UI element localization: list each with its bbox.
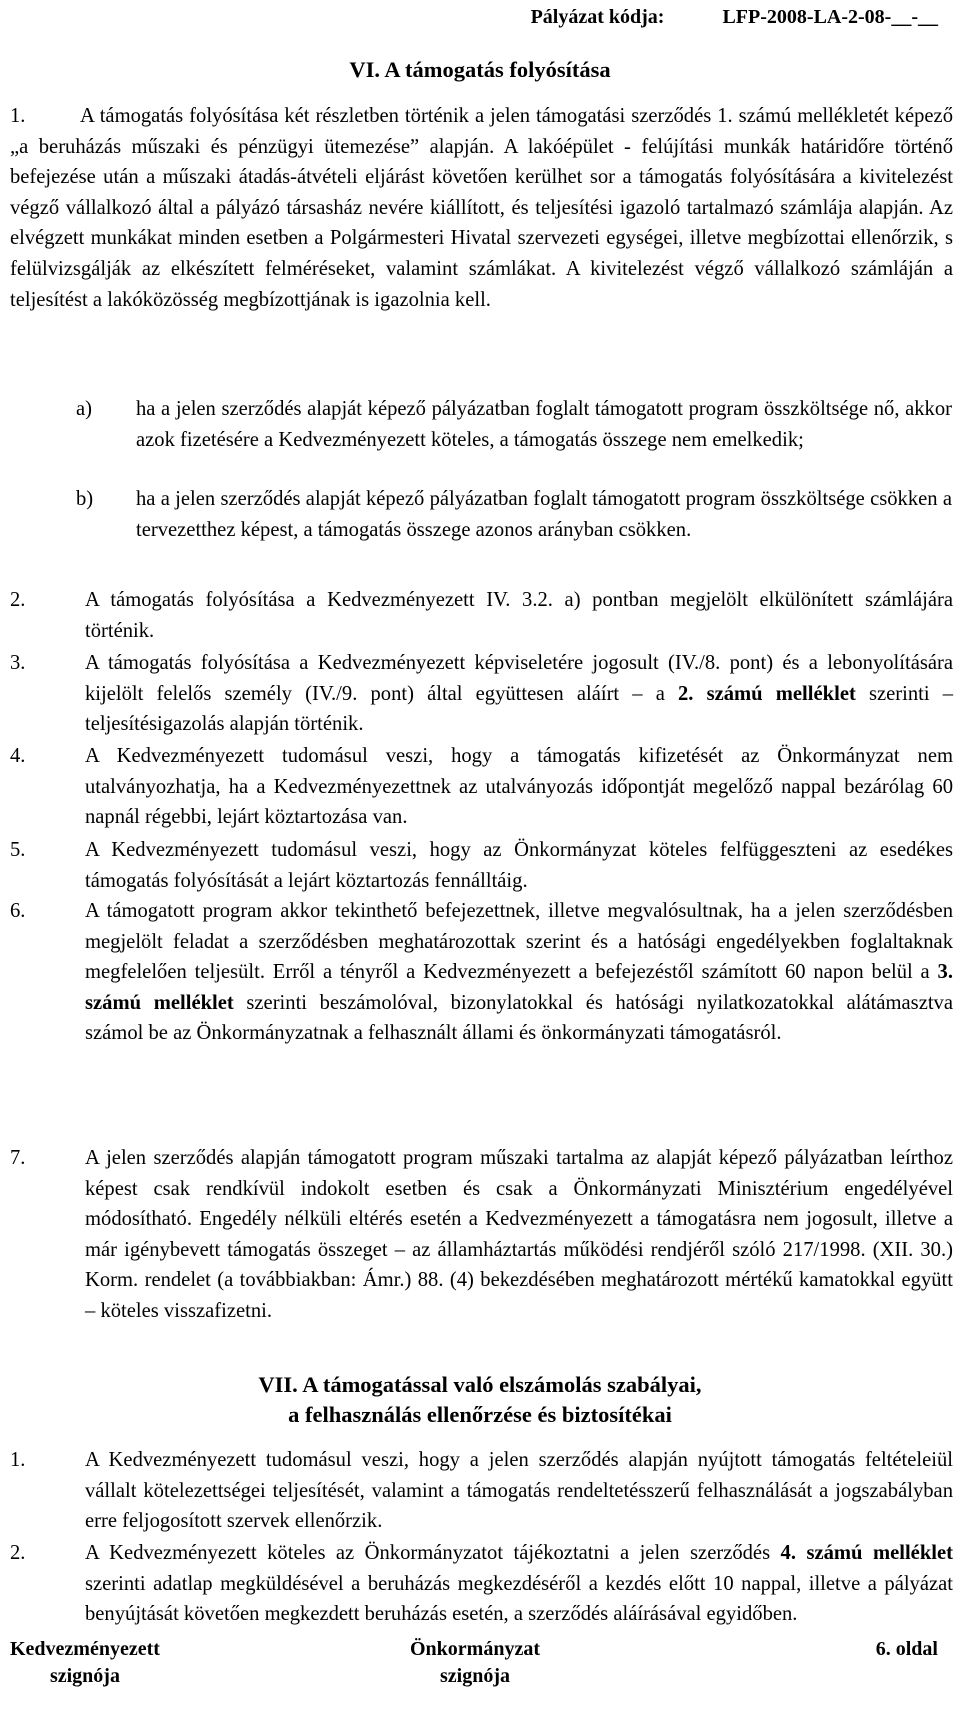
tender-code-label: Pályázat kódja: bbox=[530, 6, 665, 28]
section-vi-title: VI. A támogatás folyósítása bbox=[349, 57, 611, 82]
vii-item-2 bbox=[10, 1538, 953, 1630]
item-text: A támogatás folyósítása a Kedvezményezett IV. 3.2. a) pontban megjelölt elkülönített számlájára történik. bbox=[85, 589, 953, 642]
item-number: 1. bbox=[10, 105, 26, 127]
vi-item-6 bbox=[10, 896, 953, 1049]
item-text: A Kedvezményezett tudomásul veszi, hogy a jelen szerződés alapján nyújtott támogatás feltételeiül vállalt kötelezettségei teljesítését, valamint a támogatás rendeltetésszerű felhasználását a jogszabályban erre feljogosított szervek ellenőrzik. bbox=[85, 1449, 953, 1533]
vi-item-5 bbox=[10, 835, 953, 896]
annex-reference: 4. számú melléklet bbox=[780, 1542, 953, 1564]
item-text bbox=[85, 648, 953, 740]
vi-item-3 bbox=[10, 648, 953, 740]
item-text-part: szerinti – teljesítésigazolás alapján történik. bbox=[85, 682, 954, 736]
vi-sub-a bbox=[76, 394, 952, 455]
item-text-part: A támogatott program akkor tekinthető befejezettnek, illetve megvalósultnak, ha a jelen szerződésben megjelölt feladat a szerződésben meghatározottak szerint és a hatósági engedélyekben foglaltaknak megfelelően teljesült. Erről a tényről a Kedvezményezett a befejezéstől számított 60 napon belül a bbox=[85, 900, 953, 984]
item-number: 7. bbox=[10, 1147, 26, 1169]
vi-item-1 bbox=[10, 101, 953, 315]
vi-sub-b bbox=[76, 484, 952, 545]
item-text: A Kedvezményezett tudomásul veszi, hogy az Önkormányzat köteles felfüggeszteni az esedékes támogatás folyósítását a lejárt köztartozás fennálltáig. bbox=[85, 839, 953, 892]
section-vii-title-line2: a felhasználás ellenőrzése és biztosítékai bbox=[288, 1402, 672, 1427]
signature-label: szignója bbox=[49, 1665, 120, 1687]
item-text: A jelen szerződés alapján támogatott program műszaki tartalma az alapját képező pályázatban leírthoz képest csak rendkívül indokolt esetben és csak a Önkormányzati Minisztérium engedélyével módosítható. Engedély nélküli eltérés esetén a Kedvezményezett a támogatásra nem jogosult, illetve a már igénybevett támogatás összeget – az államháztartás működési rendjéről szóló 217/1998. (XII. 30.) Korm. rendelet (a továbbiakban: Ámr.) 88. (4) bekezdésében meghatározott mértékű kamatokkal együtt – köteles visszafizetni. bbox=[85, 1147, 953, 1322]
beneficiary-label: Kedvezményezett bbox=[10, 1638, 160, 1660]
item-number: 3. bbox=[10, 652, 26, 674]
item-number: 4. bbox=[10, 745, 26, 767]
item-text: A támogatás folyósítása két részletben történik a jelen támogatási szerződés 1. számú mellékletét képező „a beruházás műszaki és pénzügyi ütemezése” alapján. A lakóépület - felújítási munkák határidőre történő befejezése után a műszaki átadás-átvételi eljárást követően kerülhet sor a támogatás folyósítására a kivitelezést végző vállalkozó által a pályázó társasház nevére kiállított, és teljesítési igazoló tartalmazó számlája alapján. Az elvégzett munkákat minden esetben a Polgármesteri Hivatal szervezeti egységei, illetve megbízottai ellenőrzik, s felülvizsgálják az elkészített felméréseket, valamint számlákat. A kivitelezést végző vállalkozó számláján a teljesítést a lakóközösség megbízottjának is igazolnia kell. bbox=[10, 105, 953, 311]
sub-text: ha a jelen szerződés alapját képező pályázatban foglalt támogatott program összköltsége nő, akkor azok fizetésére a Kedvezményezett köteles, a támogatás összege nem emelkedik; bbox=[136, 398, 952, 451]
item-text-part: A Kedvezményezett köteles az Önkormányzatot tájékoztatni a jelen szerződés bbox=[85, 1542, 781, 1564]
item-text: A Kedvezményezett tudomásul veszi, hogy a támogatás kifizetését az Önkormányzat nem utalványozhatja, ha a Kedvezményezettnek az utalványozás időpontját megelőző nappal bezárólag 60 napnál régebbi, lejárt köztartozása van. bbox=[85, 745, 953, 829]
municipality-label: Önkormányzat bbox=[410, 1638, 540, 1660]
vi-item-2 bbox=[10, 585, 953, 646]
sub-text: ha a jelen szerződés alapját képező pályázatban foglalt támogatott program összköltsége csökken a tervezetthez képest, a támogatás összege azonos arányban csökken. bbox=[136, 488, 952, 541]
page-header bbox=[22, 6, 938, 29]
vii-item-1 bbox=[10, 1445, 953, 1537]
item-text-part: szerinti adatlap megküldésével a beruházás megkezdéséről a kezdés előtt 10 nappal, illetve a pályázat benyújtását követően megkezdett beruházás esetén, a szerződés aláírásával egyidőben. bbox=[85, 1572, 953, 1626]
item-text-part: A támogatás folyósítása a Kedvezményezett képviseletére jogosult (IV./8. pont) és a lebonyolítására kijelölt felelős személy (IV./9. pont) által együttesen aláírt – a bbox=[85, 652, 953, 705]
item-number: 5. bbox=[10, 839, 26, 861]
item-text-part: szerinti beszámolóval, bizonylatokkal és hatósági nyilatkozatokkal alátámasztva számol be az Önkormányzatnak a felhasznált állami és önkormányzati támogatásról. bbox=[85, 991, 953, 1045]
sub-letter: b) bbox=[76, 488, 94, 510]
item-number: 1. bbox=[10, 1449, 26, 1471]
annex-reference: 2. számú melléklet bbox=[678, 682, 856, 705]
municipality-signature bbox=[410, 1636, 540, 1690]
beneficiary-signature bbox=[10, 1636, 160, 1690]
annex-reference: 3. számú melléklet bbox=[85, 961, 953, 1014]
signature-label: szignója bbox=[440, 1665, 510, 1687]
section-vii-title bbox=[0, 1370, 960, 1430]
item-text bbox=[85, 896, 953, 1049]
item-number: 6. bbox=[10, 900, 26, 922]
page-number: 6. oldal bbox=[875, 1638, 938, 1660]
section-vii-title-line1: VII. A támogatással való elszámolás szabályai, bbox=[258, 1372, 702, 1397]
item-number: 2. bbox=[10, 1542, 26, 1564]
tender-code-value: LFP-2008-LA-2-08-__-__ bbox=[722, 6, 938, 28]
vi-item-7 bbox=[10, 1143, 953, 1327]
vi-item-4 bbox=[10, 741, 953, 833]
sub-letter: a) bbox=[76, 398, 92, 420]
item-text bbox=[85, 1538, 953, 1630]
page-footer bbox=[10, 1636, 938, 1706]
item-number: 2. bbox=[10, 589, 26, 611]
